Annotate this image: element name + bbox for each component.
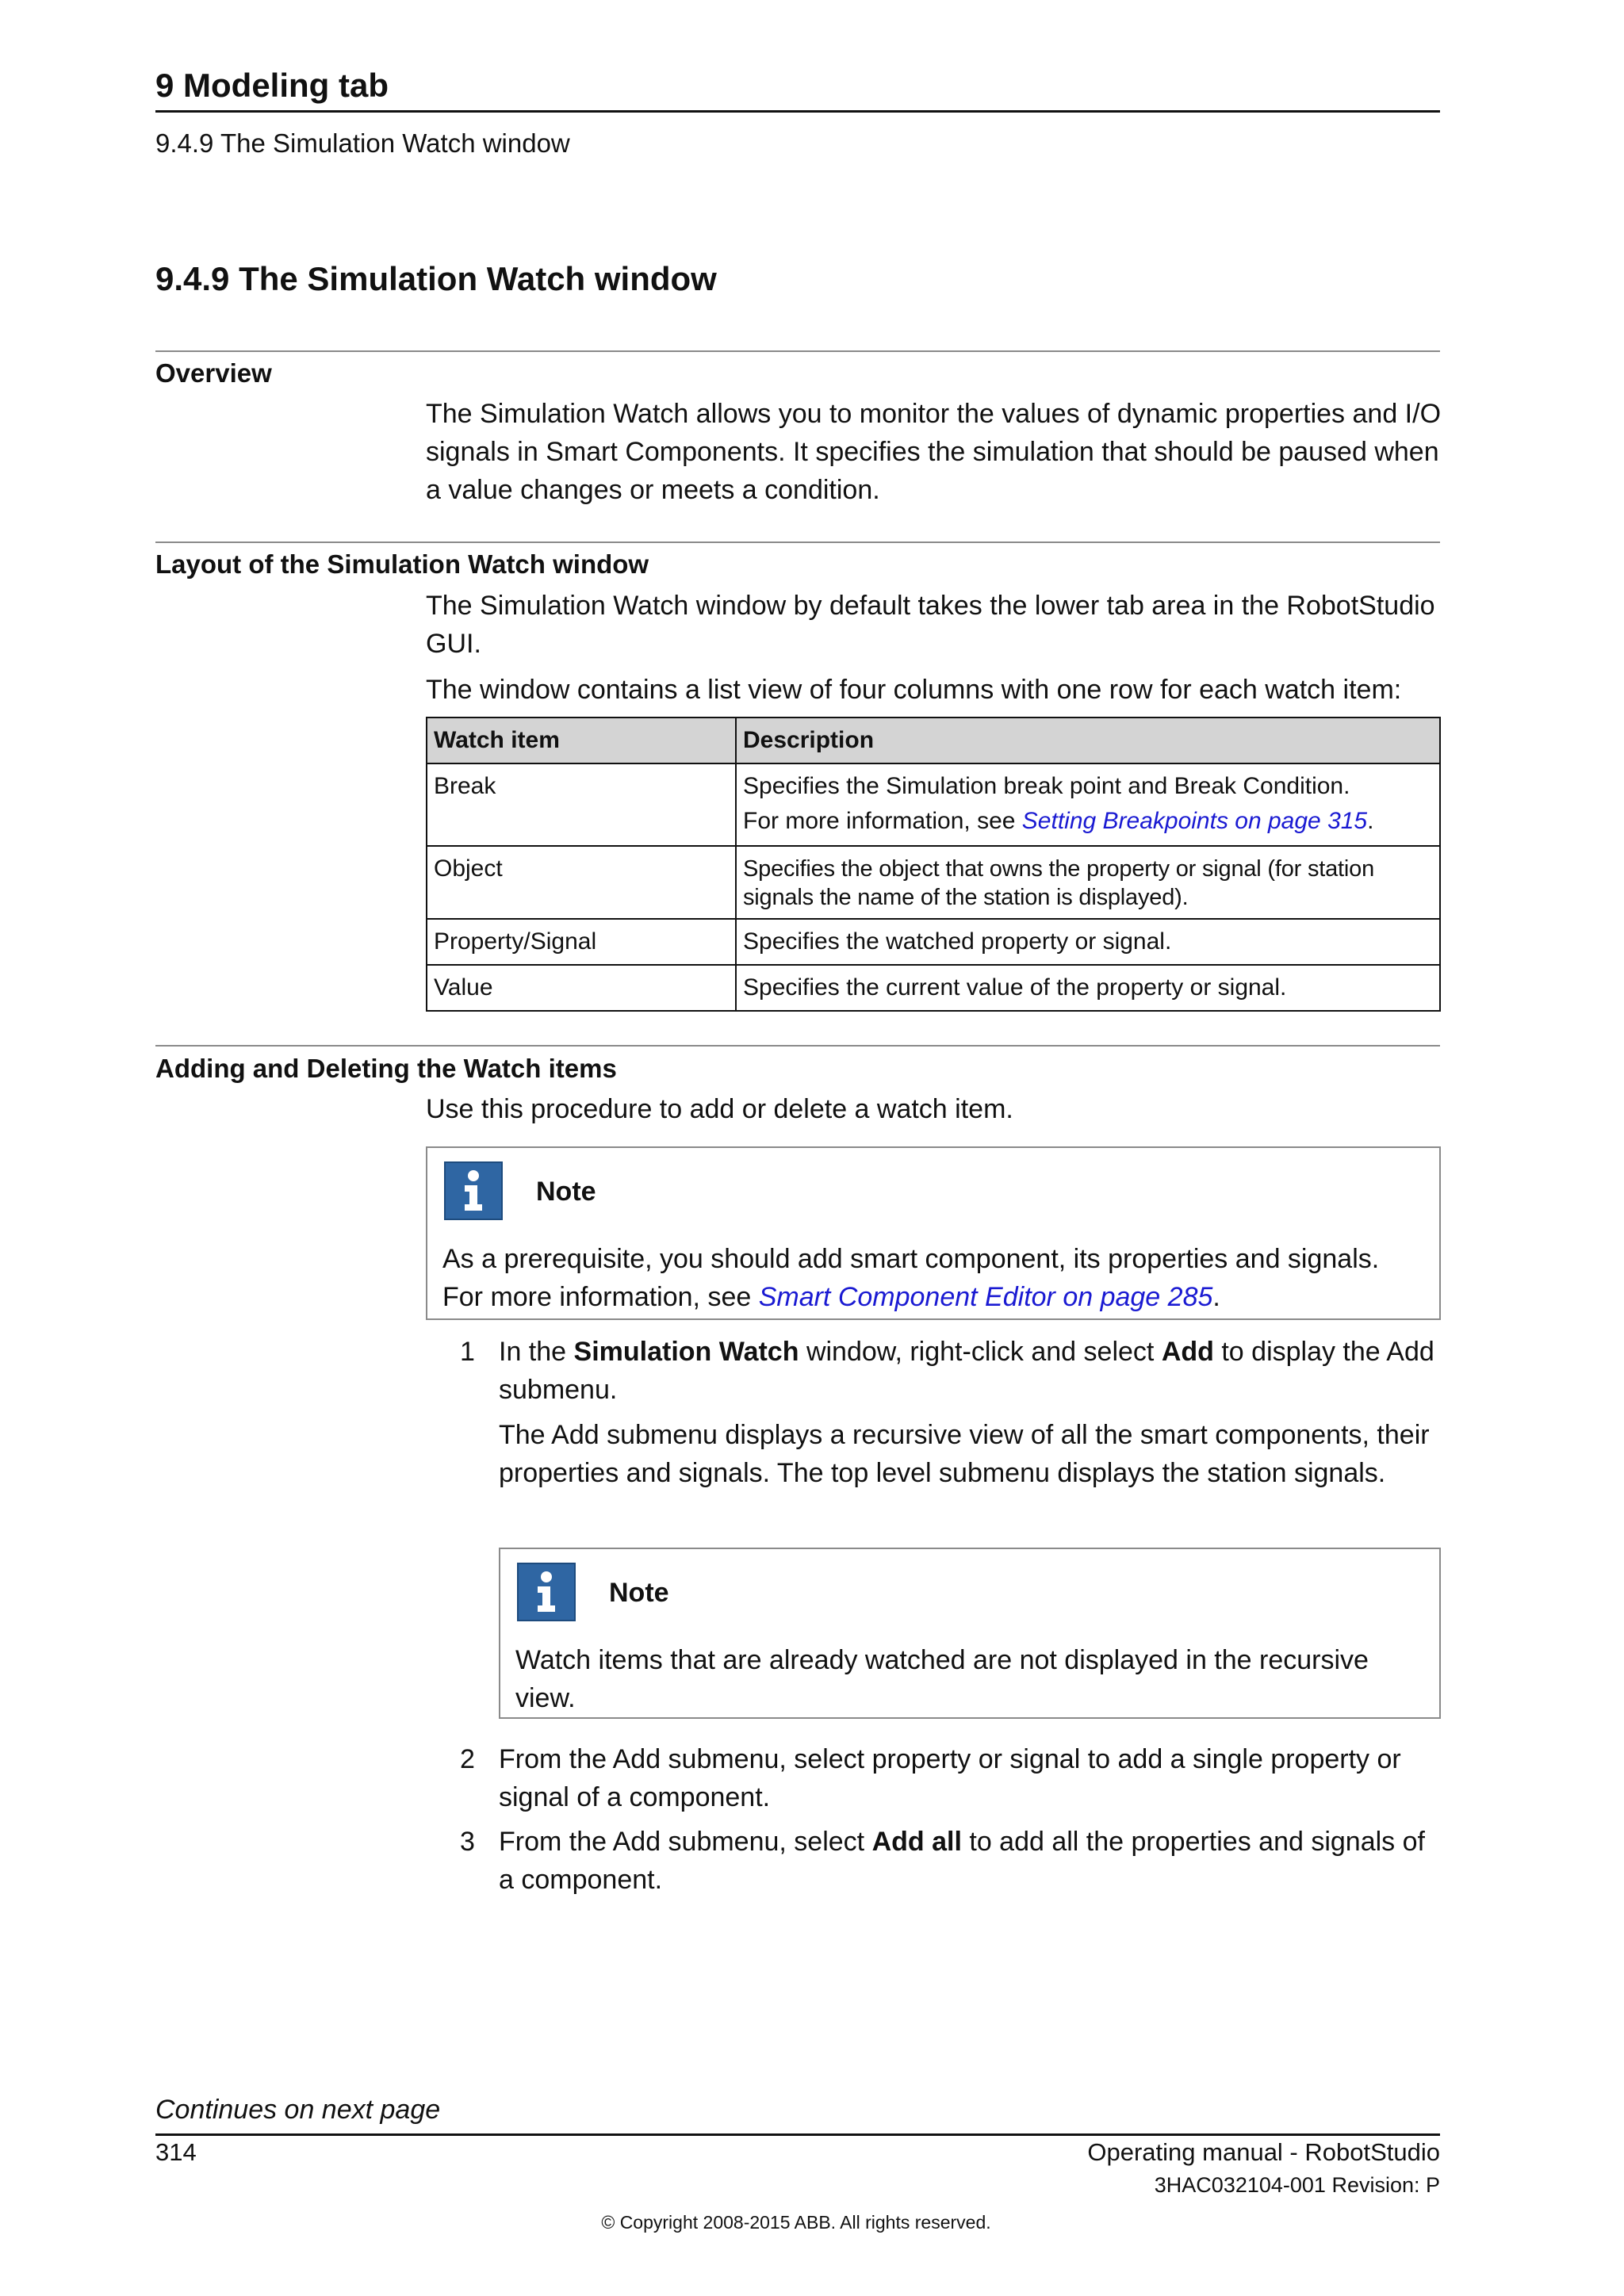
step-text-part: window, right-click and select <box>799 1337 1162 1367</box>
step-1-text <box>499 1333 1441 1492</box>
step-3-text <box>499 1823 1441 1899</box>
note-more-info <box>442 1278 1434 1316</box>
more-info-suffix: . <box>1212 1282 1220 1312</box>
table-cell-description: Specifies the object that owns the property or signal (for station signals the name of the station is displayed). <box>736 846 1440 919</box>
step-number: 2 <box>460 1744 475 1774</box>
info-icon <box>517 1563 576 1621</box>
overview-heading: Overview <box>155 358 272 388</box>
simulation-watch-term: Simulation Watch <box>573 1337 799 1367</box>
copyright: © Copyright 2008-2015 ABB. All rights reserved. <box>601 2212 991 2233</box>
layout-paragraph-2: The window contains a list view of four columns with one row for each watch item: <box>426 675 1402 705</box>
overview-divider <box>155 350 1440 352</box>
footer-rule <box>155 2133 1440 2136</box>
layout-heading: Layout of the Simulation Watch window <box>155 549 649 579</box>
manual-title: Operating manual - RobotStudio <box>1087 2138 1440 2166</box>
adding-intro: Use this procedure to add or delete a watch item. <box>426 1094 1013 1124</box>
table-row <box>427 919 1440 965</box>
table-cell-item: Object <box>427 846 736 919</box>
step-text-part: From the Add submenu, select <box>499 1827 872 1857</box>
more-info-prefix: For more information, see <box>743 808 1022 834</box>
table-cell-item: Property/Signal <box>427 919 736 965</box>
break-description: Specifies the Simulation break point and Break Condition. <box>743 773 1350 799</box>
section-title: 9.4.9 The Simulation Watch window <box>155 260 717 297</box>
note-text <box>442 1240 1434 1316</box>
chapter-title: 9 Modeling tab <box>155 67 389 104</box>
more-info-suffix: . <box>1367 808 1374 834</box>
step-text-part: to display the Add submenu. <box>499 1337 1434 1405</box>
smart-component-editor-link[interactable]: Smart Component Editor on page 285 <box>758 1282 1213 1312</box>
info-icon <box>444 1161 503 1220</box>
step-text-part: to add all the properties and signals of a component. <box>499 1827 1425 1895</box>
add-all-term: Add all <box>871 1827 962 1857</box>
adding-divider <box>155 1045 1440 1047</box>
note-text: Watch items that are already watched are not displayed in the recursive view. <box>515 1645 1369 1713</box>
table-cell-item: Break <box>427 763 736 846</box>
table-row <box>427 763 1440 846</box>
step-2-text: From the Add submenu, select property or signal to add a single property or signal of a component. <box>499 1744 1401 1812</box>
step-1-explanation: The Add submenu displays a recursive view of all the smart components, their properties and signals. The top level submenu displays the station signals. <box>499 1420 1430 1488</box>
table-cell-description: Specifies the current value of the property or signal. <box>736 965 1440 1011</box>
step-text-part: In the <box>499 1337 574 1367</box>
note-label: Note <box>609 1578 669 1608</box>
table-cell-description <box>736 763 1440 846</box>
break-more-info <box>743 807 1433 836</box>
recursive-view-note <box>499 1548 1441 1719</box>
overview-paragraph: The Simulation Watch allows you to monitor the values of dynamic properties and I/O signals in Smart Components. It specifies the simulation that should be paused when a value changes or meets a condition. <box>426 399 1442 505</box>
watch-columns-table <box>426 717 1441 1012</box>
document-id: 3HAC032104-001 Revision: P <box>1154 2173 1440 2197</box>
step-number: 1 <box>460 1337 475 1367</box>
header-rule <box>155 110 1440 113</box>
add-term: Add <box>1161 1337 1214 1367</box>
step-1-instruction <box>499 1333 1441 1409</box>
layout-paragraph-1: The Simulation Watch window by default takes the lower tab area in the RobotStudio GUI. <box>426 591 1435 659</box>
setting-breakpoints-link[interactable]: Setting Breakpoints on page 315 <box>1021 808 1368 834</box>
section-reference: 9.4.9 The Simulation Watch window <box>155 128 570 158</box>
note-label: Note <box>536 1177 596 1207</box>
table-header-watch-item: Watch item <box>427 718 736 763</box>
table-cell-description: Specifies the watched property or signal. <box>736 919 1440 965</box>
note-prerequisite-text: As a prerequisite, you should add smart component, its properties and signals. <box>442 1244 1380 1274</box>
overview-text <box>426 395 1441 509</box>
continues-note: Continues on next page <box>155 2095 441 2125</box>
adding-heading: Adding and Deleting the Watch items <box>155 1054 617 1083</box>
table-cell-item: Value <box>427 965 736 1011</box>
table-row <box>427 965 1440 1011</box>
page-number: 314 <box>155 2138 197 2166</box>
table-header-row <box>427 718 1440 763</box>
prerequisite-note <box>426 1146 1441 1320</box>
table-header-description: Description <box>736 718 1440 763</box>
table-row <box>427 846 1440 919</box>
step-number: 3 <box>460 1827 475 1857</box>
layout-divider <box>155 541 1440 543</box>
layout-text <box>426 587 1441 709</box>
more-info-prefix: For more information, see <box>442 1282 759 1312</box>
